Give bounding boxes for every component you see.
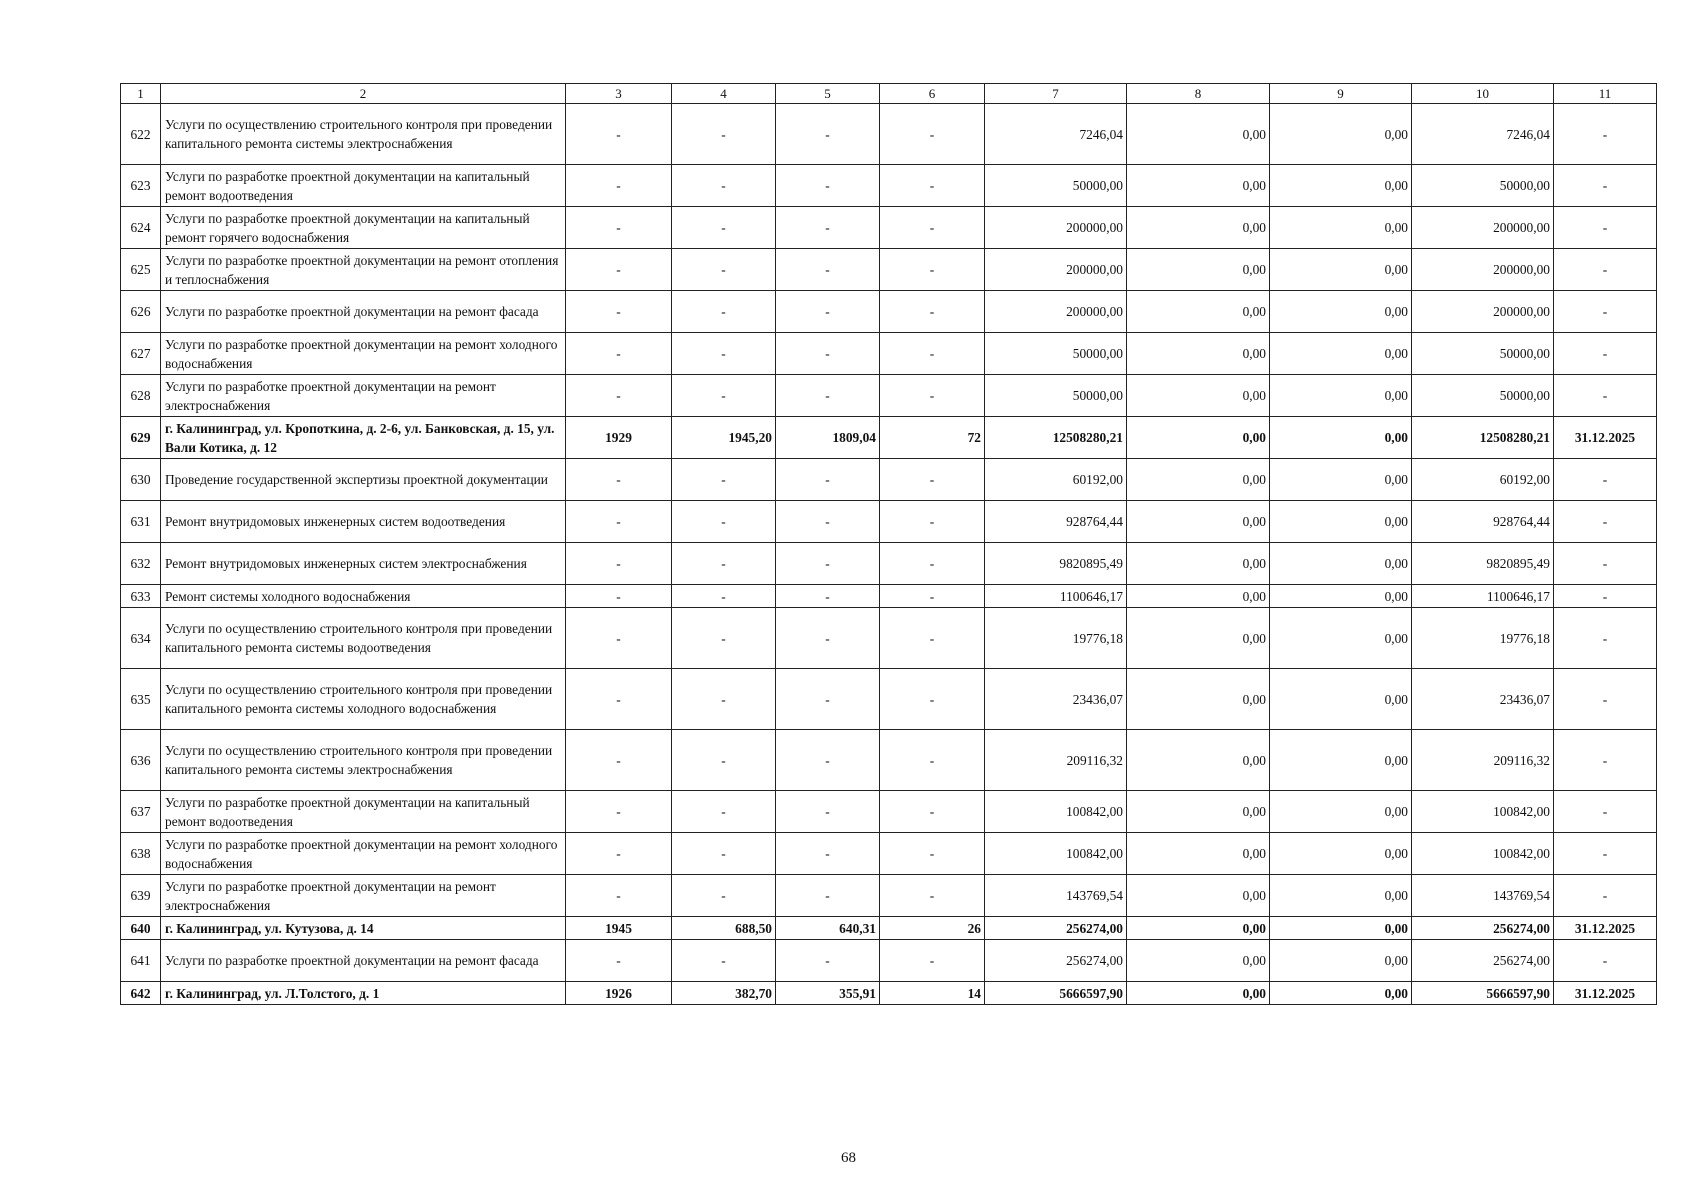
build-year-cell: 1929 — [566, 417, 672, 459]
owner-funds-cell: 50000,00 — [1412, 165, 1554, 207]
completion-date-cell: - — [1554, 543, 1657, 585]
completion-date-cell: - — [1554, 333, 1657, 375]
build-year-cell: - — [566, 459, 672, 501]
total-area-cell: - — [672, 207, 776, 249]
regional-funds-cell: 0,00 — [1270, 417, 1412, 459]
completion-date-cell: - — [1554, 459, 1657, 501]
regional-funds-cell: 0,00 — [1270, 207, 1412, 249]
table-row — [121, 730, 1657, 791]
completion-date-cell: - — [1554, 249, 1657, 291]
table-row — [121, 669, 1657, 730]
total-cost-cell: 100842,00 — [985, 791, 1127, 833]
residents-cell: - — [880, 585, 985, 608]
build-year-cell: - — [566, 543, 672, 585]
total-cost-cell: 50000,00 — [985, 165, 1127, 207]
table-row — [121, 585, 1657, 608]
column-header: 6 — [880, 84, 985, 104]
row-number: 636 — [121, 730, 161, 791]
total-area-cell: 1945,20 — [672, 417, 776, 459]
completion-date-cell: - — [1554, 585, 1657, 608]
table-row — [121, 833, 1657, 875]
work-description: Услуги по разработке проектной документации на капитальный ремонт водоотведения — [161, 791, 566, 833]
owner-funds-cell: 256274,00 — [1412, 917, 1554, 940]
table-row — [121, 291, 1657, 333]
regional-funds-cell: 0,00 — [1270, 459, 1412, 501]
build-year-cell: - — [566, 291, 672, 333]
living-area-cell: 640,31 — [776, 917, 880, 940]
living-area-cell: - — [776, 375, 880, 417]
column-header: 7 — [985, 84, 1127, 104]
work-description: Услуги по разработке проектной документации на ремонт фасада — [161, 940, 566, 982]
total-cost-cell: 50000,00 — [985, 375, 1127, 417]
regional-funds-cell: 0,00 — [1270, 333, 1412, 375]
living-area-cell: 1809,04 — [776, 417, 880, 459]
owner-funds-cell: 60192,00 — [1412, 459, 1554, 501]
federal-funds-cell: 0,00 — [1127, 333, 1270, 375]
build-year-cell: - — [566, 730, 672, 791]
living-area-cell: - — [776, 940, 880, 982]
federal-funds-cell: 0,00 — [1127, 730, 1270, 791]
federal-funds-cell: 0,00 — [1127, 165, 1270, 207]
living-area-cell: - — [776, 165, 880, 207]
residents-cell: - — [880, 791, 985, 833]
completion-date-cell: - — [1554, 669, 1657, 730]
residents-cell: - — [880, 333, 985, 375]
total-cost-cell: 19776,18 — [985, 608, 1127, 669]
column-header: 3 — [566, 84, 672, 104]
completion-date-cell: - — [1554, 501, 1657, 543]
work-description: Услуги по осуществлению строительного контроля при проведении капитального ремонта системы электроснабжения — [161, 104, 566, 165]
work-description: Ремонт внутридомовых инженерных систем водоотведения — [161, 501, 566, 543]
regional-funds-cell: 0,00 — [1270, 875, 1412, 917]
work-description: Услуги по осуществлению строительного контроля при проведении капитального ремонта системы холодного водоснабжения — [161, 669, 566, 730]
regional-funds-cell: 0,00 — [1270, 501, 1412, 543]
work-description: Услуги по разработке проектной документации на капитальный ремонт горячего водоснабжения — [161, 207, 566, 249]
living-area-cell: - — [776, 608, 880, 669]
total-cost-cell: 928764,44 — [985, 501, 1127, 543]
work-description: Услуги по осуществлению строительного контроля при проведении капитального ремонта системы электроснабжения — [161, 730, 566, 791]
table-row — [121, 207, 1657, 249]
living-area-cell: - — [776, 333, 880, 375]
federal-funds-cell: 0,00 — [1127, 833, 1270, 875]
living-area-cell: - — [776, 291, 880, 333]
table-row — [121, 459, 1657, 501]
build-year-cell: - — [566, 608, 672, 669]
regional-funds-cell: 0,00 — [1270, 291, 1412, 333]
living-area-cell: - — [776, 791, 880, 833]
column-header: 10 — [1412, 84, 1554, 104]
federal-funds-cell: 0,00 — [1127, 543, 1270, 585]
regional-funds-cell: 0,00 — [1270, 730, 1412, 791]
total-cost-cell: 209116,32 — [985, 730, 1127, 791]
residents-cell: - — [880, 459, 985, 501]
column-header: 5 — [776, 84, 880, 104]
total-area-cell: - — [672, 669, 776, 730]
regional-funds-cell: 0,00 — [1270, 375, 1412, 417]
residents-cell: - — [880, 501, 985, 543]
residents-cell: - — [880, 249, 985, 291]
living-area-cell: - — [776, 730, 880, 791]
row-number: 634 — [121, 608, 161, 669]
build-year-cell: - — [566, 875, 672, 917]
build-year-cell: 1945 — [566, 917, 672, 940]
column-header: 1 — [121, 84, 161, 104]
completion-date-cell: - — [1554, 104, 1657, 165]
work-description: Услуги по разработке проектной документации на ремонт холодного водоснабжения — [161, 333, 566, 375]
total-cost-cell: 256274,00 — [985, 940, 1127, 982]
completion-date-cell: 31.12.2025 — [1554, 917, 1657, 940]
total-cost-cell: 23436,07 — [985, 669, 1127, 730]
total-area-cell: - — [672, 940, 776, 982]
total-cost-cell: 50000,00 — [985, 333, 1127, 375]
build-year-cell: - — [566, 207, 672, 249]
federal-funds-cell: 0,00 — [1127, 669, 1270, 730]
column-header: 11 — [1554, 84, 1657, 104]
table-row — [121, 417, 1657, 459]
living-area-cell: - — [776, 833, 880, 875]
federal-funds-cell: 0,00 — [1127, 940, 1270, 982]
table-row — [121, 875, 1657, 917]
total-area-cell: 688,50 — [672, 917, 776, 940]
work-description: Услуги по разработке проектной документации на ремонт электроснабжения — [161, 875, 566, 917]
row-number: 625 — [121, 249, 161, 291]
total-area-cell: - — [672, 165, 776, 207]
regional-funds-cell: 0,00 — [1270, 165, 1412, 207]
work-description: Услуги по разработке проектной документации на ремонт холодного водоснабжения — [161, 833, 566, 875]
total-cost-cell: 200000,00 — [985, 249, 1127, 291]
residents-cell: 72 — [880, 417, 985, 459]
work-description: Проведение государственной экспертизы проектной документации — [161, 459, 566, 501]
table-row — [121, 982, 1657, 1005]
federal-funds-cell: 0,00 — [1127, 207, 1270, 249]
residents-cell: - — [880, 291, 985, 333]
owner-funds-cell: 928764,44 — [1412, 501, 1554, 543]
total-area-cell: - — [672, 585, 776, 608]
total-cost-cell: 9820895,49 — [985, 543, 1127, 585]
residents-cell: - — [880, 608, 985, 669]
row-number: 642 — [121, 982, 161, 1005]
completion-date-cell: - — [1554, 207, 1657, 249]
total-area-cell: - — [672, 791, 776, 833]
living-area-cell: - — [776, 501, 880, 543]
table-row — [121, 249, 1657, 291]
living-area-cell: - — [776, 207, 880, 249]
federal-funds-cell: 0,00 — [1127, 417, 1270, 459]
row-number: 626 — [121, 291, 161, 333]
page-number: 68 — [841, 1150, 856, 1166]
column-number-row — [121, 84, 1657, 104]
total-cost-cell: 256274,00 — [985, 917, 1127, 940]
row-number: 630 — [121, 459, 161, 501]
work-description: г. Калининград, ул. Л.Толстого, д. 1 — [161, 982, 566, 1005]
residents-cell: - — [880, 833, 985, 875]
completion-date-cell: 31.12.2025 — [1554, 417, 1657, 459]
federal-funds-cell: 0,00 — [1127, 585, 1270, 608]
regional-funds-cell: 0,00 — [1270, 669, 1412, 730]
row-number: 638 — [121, 833, 161, 875]
row-number: 641 — [121, 940, 161, 982]
residents-cell: 26 — [880, 917, 985, 940]
build-year-cell: - — [566, 669, 672, 730]
row-number: 637 — [121, 791, 161, 833]
federal-funds-cell: 0,00 — [1127, 791, 1270, 833]
row-number: 623 — [121, 165, 161, 207]
federal-funds-cell: 0,00 — [1127, 249, 1270, 291]
residents-cell: - — [880, 543, 985, 585]
table-row — [121, 917, 1657, 940]
table-row — [121, 104, 1657, 165]
work-description: Услуги по разработке проектной документации на капитальный ремонт водоотведения — [161, 165, 566, 207]
residents-cell: - — [880, 875, 985, 917]
table-row — [121, 501, 1657, 543]
regional-funds-cell: 0,00 — [1270, 833, 1412, 875]
owner-funds-cell: 209116,32 — [1412, 730, 1554, 791]
build-year-cell: - — [566, 249, 672, 291]
owner-funds-cell: 100842,00 — [1412, 833, 1554, 875]
table-row — [121, 333, 1657, 375]
federal-funds-cell: 0,00 — [1127, 982, 1270, 1005]
total-area-cell: - — [672, 875, 776, 917]
build-year-cell: - — [566, 501, 672, 543]
total-area-cell: - — [672, 375, 776, 417]
completion-date-cell: - — [1554, 875, 1657, 917]
owner-funds-cell: 19776,18 — [1412, 608, 1554, 669]
federal-funds-cell: 0,00 — [1127, 501, 1270, 543]
build-year-cell: - — [566, 585, 672, 608]
work-description: Услуги по разработке проектной документации на ремонт электроснабжения — [161, 375, 566, 417]
completion-date-cell: - — [1554, 791, 1657, 833]
owner-funds-cell: 12508280,21 — [1412, 417, 1554, 459]
regional-funds-cell: 0,00 — [1270, 982, 1412, 1005]
work-description: г. Калининград, ул. Кутузова, д. 14 — [161, 917, 566, 940]
total-area-cell: 382,70 — [672, 982, 776, 1005]
total-area-cell: - — [672, 333, 776, 375]
federal-funds-cell: 0,00 — [1127, 875, 1270, 917]
row-number: 631 — [121, 501, 161, 543]
row-number: 632 — [121, 543, 161, 585]
federal-funds-cell: 0,00 — [1127, 104, 1270, 165]
completion-date-cell: - — [1554, 291, 1657, 333]
regional-funds-cell: 0,00 — [1270, 249, 1412, 291]
regional-funds-cell: 0,00 — [1270, 585, 1412, 608]
federal-funds-cell: 0,00 — [1127, 291, 1270, 333]
owner-funds-cell: 1100646,17 — [1412, 585, 1554, 608]
living-area-cell: 355,91 — [776, 982, 880, 1005]
row-number: 624 — [121, 207, 161, 249]
total-area-cell: - — [672, 501, 776, 543]
column-header: 4 — [672, 84, 776, 104]
owner-funds-cell: 5666597,90 — [1412, 982, 1554, 1005]
total-cost-cell: 200000,00 — [985, 207, 1127, 249]
column-header: 8 — [1127, 84, 1270, 104]
build-year-cell: - — [566, 791, 672, 833]
total-cost-cell: 1100646,17 — [985, 585, 1127, 608]
total-area-cell: - — [672, 104, 776, 165]
living-area-cell: - — [776, 585, 880, 608]
build-year-cell: - — [566, 375, 672, 417]
work-description: г. Калининград, ул. Кропоткина, д. 2-6, ул. Банковская, д. 15, ул. Вали Котика, д. 12 — [161, 417, 566, 459]
table-row — [121, 608, 1657, 669]
build-year-cell: - — [566, 833, 672, 875]
row-number: 629 — [121, 417, 161, 459]
table-row — [121, 165, 1657, 207]
total-cost-cell: 7246,04 — [985, 104, 1127, 165]
residents-cell: - — [880, 669, 985, 730]
column-header: 9 — [1270, 84, 1412, 104]
table-row — [121, 543, 1657, 585]
work-description: Услуги по разработке проектной документации на ремонт отопления и теплоснабжения — [161, 249, 566, 291]
federal-funds-cell: 0,00 — [1127, 459, 1270, 501]
owner-funds-cell: 143769,54 — [1412, 875, 1554, 917]
work-description: Ремонт системы холодного водоснабжения — [161, 585, 566, 608]
residents-cell: - — [880, 730, 985, 791]
residents-cell: - — [880, 165, 985, 207]
total-area-cell: - — [672, 249, 776, 291]
owner-funds-cell: 9820895,49 — [1412, 543, 1554, 585]
owner-funds-cell: 50000,00 — [1412, 375, 1554, 417]
completion-date-cell: - — [1554, 608, 1657, 669]
living-area-cell: - — [776, 875, 880, 917]
regional-funds-cell: 0,00 — [1270, 791, 1412, 833]
row-number: 640 — [121, 917, 161, 940]
residents-cell: 14 — [880, 982, 985, 1005]
build-year-cell: - — [566, 104, 672, 165]
owner-funds-cell: 200000,00 — [1412, 291, 1554, 333]
total-cost-cell: 60192,00 — [985, 459, 1127, 501]
owner-funds-cell: 200000,00 — [1412, 207, 1554, 249]
residents-cell: - — [880, 104, 985, 165]
regional-funds-cell: 0,00 — [1270, 608, 1412, 669]
table-row — [121, 375, 1657, 417]
total-cost-cell: 143769,54 — [985, 875, 1127, 917]
work-description: Ремонт внутридомовых инженерных систем электроснабжения — [161, 543, 566, 585]
total-area-cell: - — [672, 833, 776, 875]
owner-funds-cell: 100842,00 — [1412, 791, 1554, 833]
work-description: Услуги по осуществлению строительного контроля при проведении капитального ремонта системы водоотведения — [161, 608, 566, 669]
federal-funds-cell: 0,00 — [1127, 917, 1270, 940]
row-number: 627 — [121, 333, 161, 375]
row-number: 622 — [121, 104, 161, 165]
total-area-cell: - — [672, 543, 776, 585]
total-cost-cell: 100842,00 — [985, 833, 1127, 875]
column-header: 2 — [161, 84, 566, 104]
work-description: Услуги по разработке проектной документации на ремонт фасада — [161, 291, 566, 333]
build-year-cell: - — [566, 333, 672, 375]
regional-funds-cell: 0,00 — [1270, 917, 1412, 940]
living-area-cell: - — [776, 104, 880, 165]
completion-date-cell: - — [1554, 730, 1657, 791]
completion-date-cell: - — [1554, 165, 1657, 207]
completion-date-cell: - — [1554, 375, 1657, 417]
federal-funds-cell: 0,00 — [1127, 608, 1270, 669]
completion-date-cell: - — [1554, 833, 1657, 875]
total-cost-cell: 5666597,90 — [985, 982, 1127, 1005]
residents-cell: - — [880, 207, 985, 249]
row-number: 639 — [121, 875, 161, 917]
regional-funds-cell: 0,00 — [1270, 940, 1412, 982]
total-area-cell: - — [672, 730, 776, 791]
living-area-cell: - — [776, 543, 880, 585]
owner-funds-cell: 200000,00 — [1412, 249, 1554, 291]
total-cost-cell: 12508280,21 — [985, 417, 1127, 459]
row-number: 633 — [121, 585, 161, 608]
owner-funds-cell: 50000,00 — [1412, 333, 1554, 375]
repair-program-table — [120, 83, 1657, 1005]
build-year-cell: - — [566, 165, 672, 207]
total-cost-cell: 200000,00 — [985, 291, 1127, 333]
residents-cell: - — [880, 940, 985, 982]
living-area-cell: - — [776, 459, 880, 501]
owner-funds-cell: 7246,04 — [1412, 104, 1554, 165]
row-number: 628 — [121, 375, 161, 417]
regional-funds-cell: 0,00 — [1270, 104, 1412, 165]
total-area-cell: - — [672, 608, 776, 669]
owner-funds-cell: 256274,00 — [1412, 940, 1554, 982]
build-year-cell: 1926 — [566, 982, 672, 1005]
table-row — [121, 791, 1657, 833]
owner-funds-cell: 23436,07 — [1412, 669, 1554, 730]
total-area-cell: - — [672, 459, 776, 501]
total-area-cell: - — [672, 291, 776, 333]
completion-date-cell: - — [1554, 940, 1657, 982]
table-row — [121, 940, 1657, 982]
living-area-cell: - — [776, 249, 880, 291]
federal-funds-cell: 0,00 — [1127, 375, 1270, 417]
living-area-cell: - — [776, 669, 880, 730]
build-year-cell: - — [566, 940, 672, 982]
row-number: 635 — [121, 669, 161, 730]
residents-cell: - — [880, 375, 985, 417]
completion-date-cell: 31.12.2025 — [1554, 982, 1657, 1005]
regional-funds-cell: 0,00 — [1270, 543, 1412, 585]
